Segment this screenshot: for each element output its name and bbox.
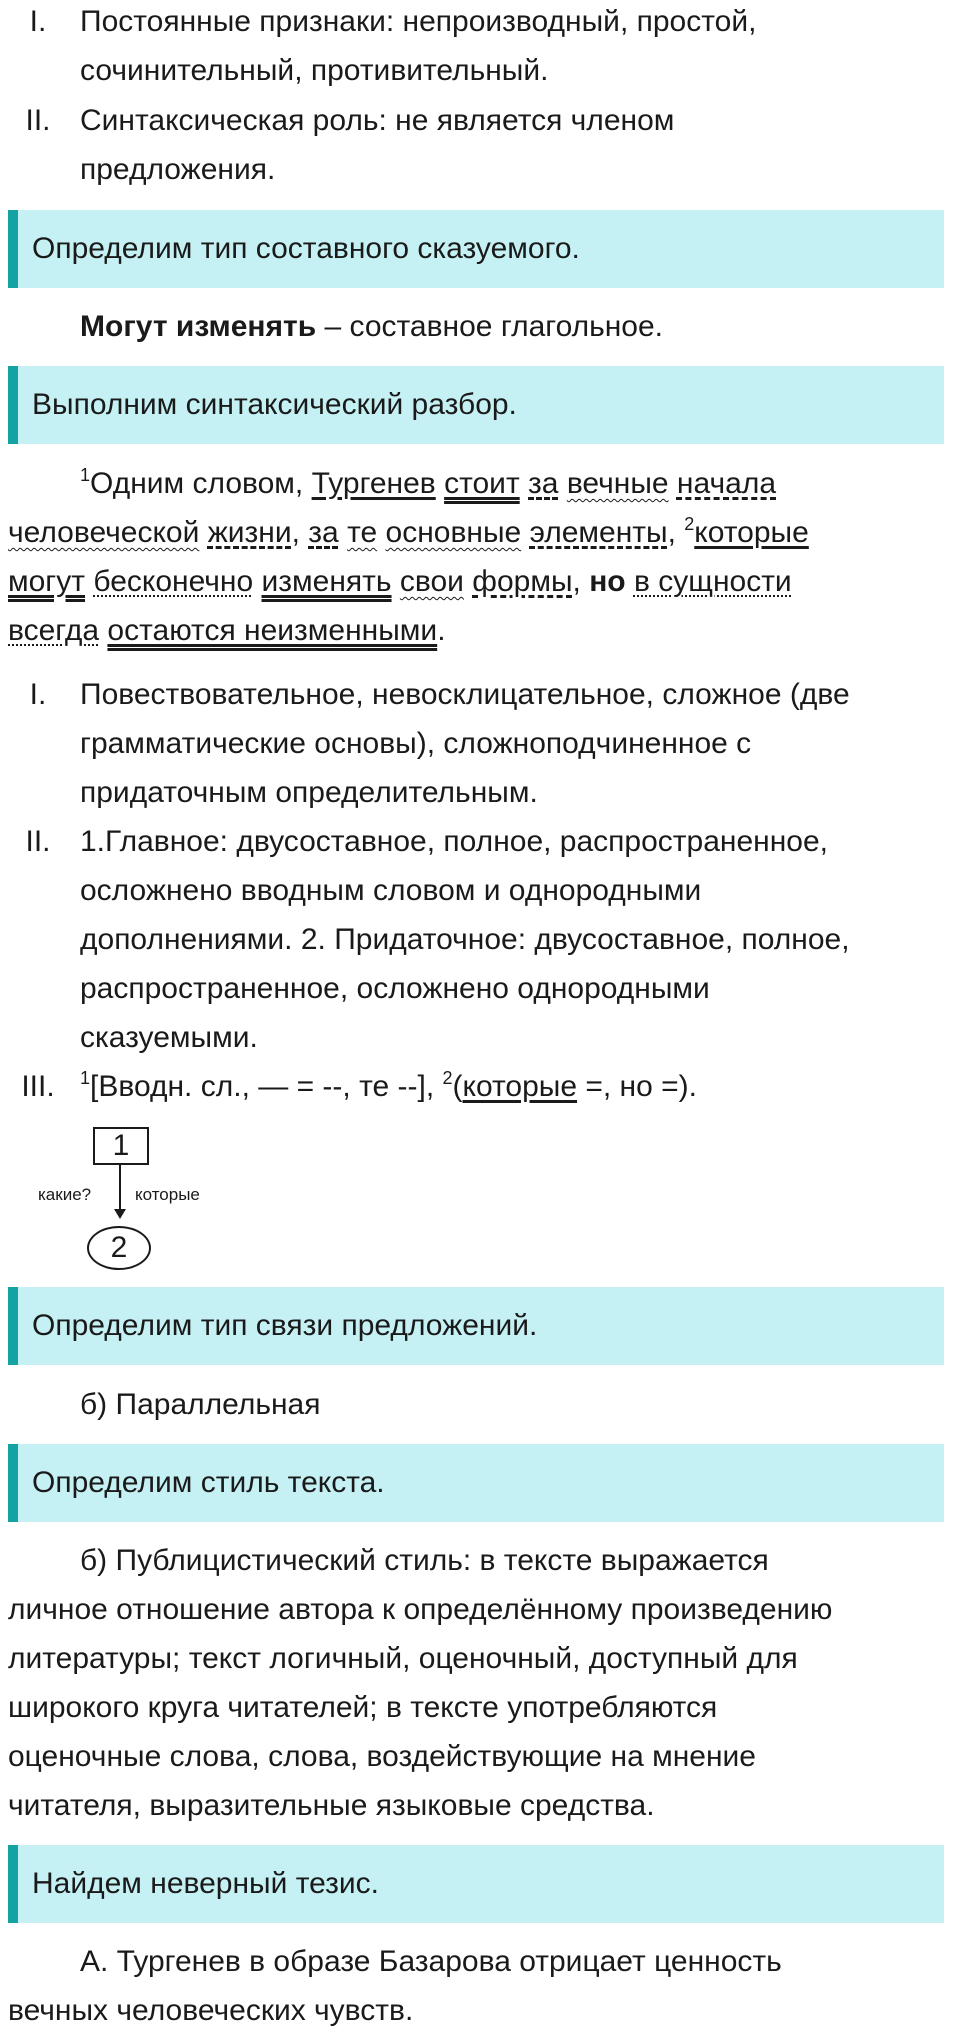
text-line: предложения. [80, 153, 276, 186]
object-word: за [528, 467, 559, 500]
attribute-word: свои [399, 565, 464, 598]
text-line: оценочные слова, слова, воздействующие на мнение [8, 1740, 756, 1773]
object-word: элементы [529, 516, 668, 549]
text-line: грамматические основы), сложноподчиненное с [80, 727, 752, 760]
attribute-word: человеческой [8, 516, 200, 549]
answer-line: б) Параллельная [80, 1388, 321, 1421]
text-line: осложнено вводным словом и однородными [80, 874, 702, 907]
scheme-question: какие? [38, 1185, 92, 1204]
text-line: личное отношение автора к определённому произведению [8, 1593, 833, 1626]
section-banner [8, 1287, 944, 1365]
predicate-word: стоит [444, 467, 520, 500]
text-line: Повествовательное, невосклицательное, сложное (две [80, 678, 850, 711]
scheme-oval [87, 1226, 151, 1270]
list-number: I. [29, 678, 47, 711]
text-line: придаточным определительным. [80, 776, 538, 809]
text-line: сочинительный, противительный. [80, 54, 549, 87]
scheme-box-label: 1 [112, 1129, 130, 1162]
text-line: дополнениями. 2. Придаточное: двусоставное, полное, [80, 923, 850, 956]
sentence-line [80, 465, 776, 503]
conjunction-word: но [589, 565, 626, 598]
list-number: III. [21, 1070, 55, 1103]
text-line: б) Публицистический стиль: в тексте выражается [80, 1544, 769, 1577]
text-line: литературы; текст логичный, оценочный, доступный для [8, 1642, 798, 1675]
text-line: распространенное, осложнено однородными [80, 972, 710, 1005]
banner-title: Выполним синтаксический разбор. [32, 388, 517, 421]
text-line: вечных человеческих чувств. [8, 1994, 414, 2027]
section-banner [8, 210, 944, 288]
text-line: Синтаксическая роль: не является членом [80, 104, 675, 137]
object-word: начала [676, 467, 777, 500]
banner-title: Найдем неверный тезис. [32, 1867, 379, 1900]
clause-number: 2 [684, 514, 695, 534]
attribute-word: основные [385, 516, 522, 549]
adverbial-word: всегда [8, 614, 100, 647]
attribute-word: те [347, 516, 378, 549]
clause-number: 1 [80, 1068, 91, 1088]
list-number: II. [25, 104, 51, 137]
object-word: за [308, 516, 339, 549]
answer-text: – составное глагольное. [316, 310, 664, 343]
banner-title: Определим тип связи предложений. [32, 1309, 538, 1342]
subject-word: которые [694, 516, 809, 549]
word: Одним словом, [90, 467, 312, 500]
section-banner [8, 1444, 944, 1522]
answer-line [80, 308, 663, 346]
clause-number: 1 [80, 465, 91, 485]
section-banner [8, 1845, 944, 1923]
formula-text: которые [462, 1070, 578, 1103]
scheme-arrow [100, 1165, 140, 1221]
object-word: формы [472, 565, 573, 598]
text-line: А. Тургенев в образе Базарова отрицает ценность [80, 1945, 782, 1978]
section-banner [8, 366, 944, 444]
predicate-word: могут [8, 565, 85, 598]
attribute-word: вечные [566, 467, 669, 500]
scheme-word: которые [135, 1185, 200, 1204]
object-word: жизни [207, 516, 292, 549]
sentence-line: всегда остаются неизменными. [8, 614, 446, 647]
banner-title: Определим стиль текста. [32, 1466, 385, 1499]
adverbial-word: бесконечно [93, 565, 254, 598]
sentence-line: человеческой жизни, за те основные элементы, $^2$которые [8, 514, 809, 549]
text-line: сказуемыми. [80, 1021, 258, 1054]
list-number: I. [29, 5, 47, 38]
sentence-line: могут бесконечно изменять свои формы, но в сущности [8, 565, 792, 598]
predicate-word: остаются неизменными [107, 614, 438, 647]
clause-number: 2 [442, 1068, 453, 1088]
text-line: 1.Главное: двусоставное, полное, распространенное, [80, 825, 828, 858]
subject-word: Тургенев [311, 467, 436, 500]
list-number: II. [25, 825, 51, 858]
scheme-oval-label: 2 [110, 1231, 128, 1264]
scheme-formula [80, 1068, 697, 1106]
banner-title: Определим тип составного сказуемого. [32, 232, 580, 265]
text-line: Постоянные признаки: непроизводный, простой, [80, 5, 757, 38]
formula-text: [Вводн. сл., — = --, те --], [90, 1070, 443, 1103]
text-line: читателя, выразительные языковые средства. [8, 1789, 655, 1822]
scheme-box [93, 1127, 149, 1165]
answer-bold: Могут изменять [80, 310, 317, 343]
formula-text: ( [452, 1070, 463, 1103]
adverbial-word: в сущности [633, 565, 792, 598]
formula-text: =, но =). [577, 1070, 697, 1103]
predicate-word: изменять [261, 565, 392, 598]
text-line: широкого круга читателей; в тексте употребляются [8, 1691, 718, 1724]
